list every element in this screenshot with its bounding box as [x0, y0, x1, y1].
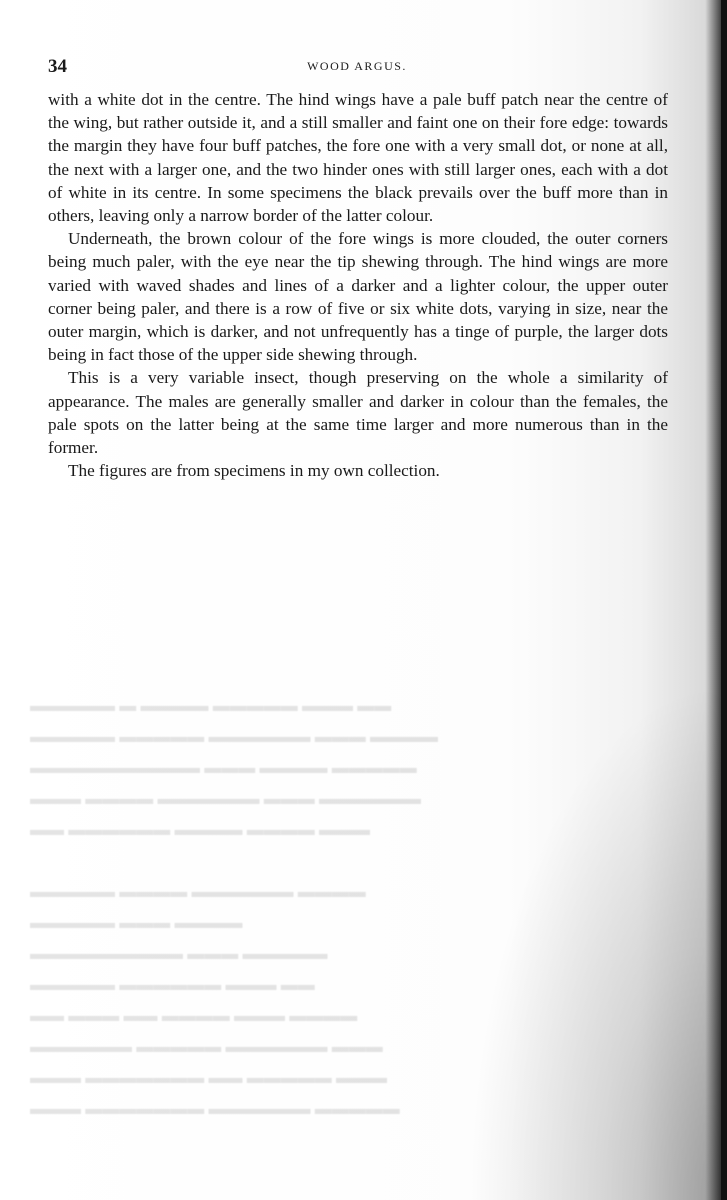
paragraph-underneath: Underneath, the brown colour of the fore wings is more clouded, the outer corners being much paler, with the eye near the tip shewing through. The hind wings are more varied with waved shades and lines of a darker and a lighter colour, the upper outer corner being paler, and there is a row of five or six white dots, varying in size, near the outer margin, which is darker, and not unfrequently has a tinge of purple, the larger dots being in fact those of the upper side shewing through. — [48, 229, 668, 365]
page-header — [48, 56, 666, 80]
paragraph-continued: with a white dot in the centre. The hind wings have a pale buff patch near the centre of the wing, but rather outside it, and a still smaller and faint one on their fore edge: towards the margin they have four buff patches, the fore one with a very small dot, or none at all, the next with a larger one, and the two hinder ones with still larger ones, each with a dot of white in its centre. In some specimens the black prevails over the buff more than in others, leaving only a narrow border of the latter colour. — [48, 90, 668, 226]
page-edge — [721, 0, 727, 1200]
body-text — [48, 88, 668, 482]
running-head: WOOD ARGUS. — [307, 59, 407, 73]
paragraph-figures: The figures are from specimens in my own collection. — [68, 461, 440, 481]
page-number: 34 — [48, 56, 67, 77]
show-through-text: ▬▬ ▬▬▬ ▬▬▬▬▬ ▬▬▬▬ ▬ ▬▬▬▬▬ ▬▬▬▬ ▬▬▬ ▬▬▬▬▬▬ ▬▬▬▬▬ ▬▬▬▬▬ ▬▬▬▬▬ ▬▬▬▬ ▬▬▬ ▬▬▬▬▬▬▬▬▬▬ ▬▬▬▬▬▬ ▬▬▬ ▬▬▬▬▬▬ ▬▬▬▬ ▬▬▬ ▬▬▬ ▬▬▬▬ ▬▬▬▬ ▬▬▬▬▬▬ ▬▬ ▬▬▬▬ ▬▬▬▬▬▬ ▬▬▬▬ ▬▬▬▬▬ ▬▬▬▬ ▬▬▬ ▬▬▬▬▬ ▬▬▬▬▬ ▬▬▬ ▬▬▬▬▬▬▬▬▬ ▬▬ ▬▬▬ ▬▬▬▬▬▬ ▬▬▬▬▬ ▬▬▬▬ ▬▬▬ ▬▬▬▬ ▬▬ ▬▬▬ ▬▬ ▬▬▬ ▬▬▬▬▬▬ ▬▬▬▬▬ ▬▬▬▬▬▬ ▬▬▬ ▬▬▬▬▬ ▬▬ ▬▬▬▬▬▬▬ ▬▬▬ ▬▬▬▬▬ ▬▬▬▬▬▬ ▬▬▬▬▬▬▬ ▬▬▬ — [30, 696, 438, 1118]
paragraph-variability: This is a very variable insect, though preserving on the whole a similarity of appearance. The males are generally smaller and darker in colour than the females, the pale spots on the latter being at the same time larger and more numerous than in the former. — [48, 368, 668, 458]
